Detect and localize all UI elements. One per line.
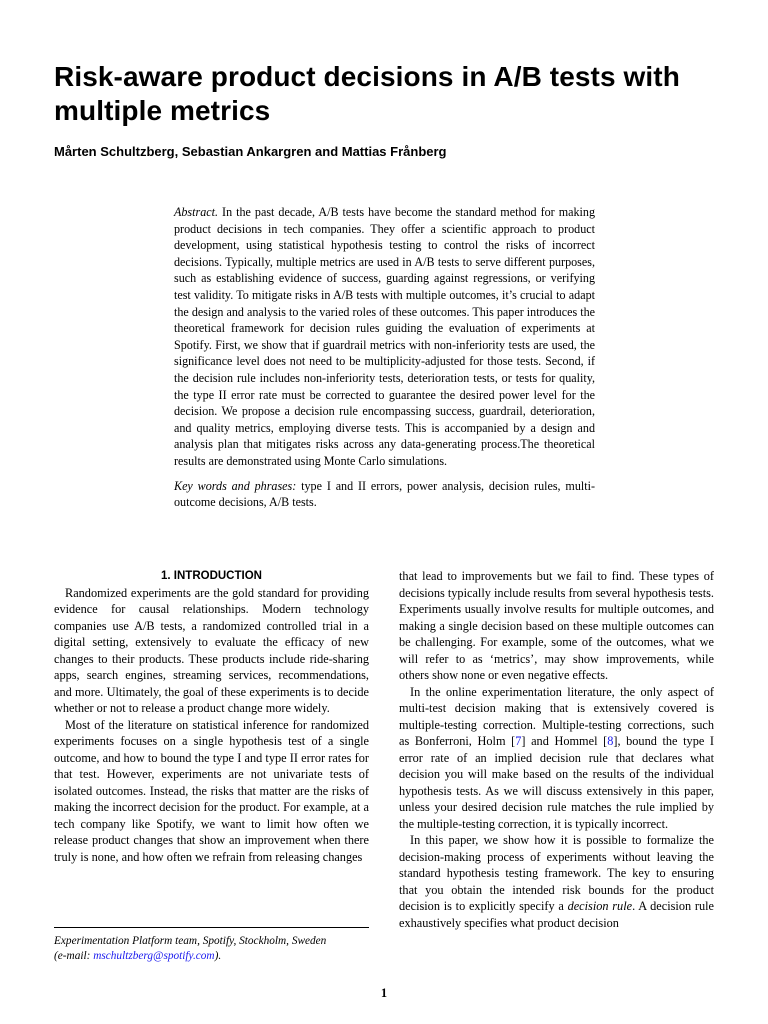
abstract-text: In the past decade, A/B tests have become the standard method for making product decisions in tech companies. They offer a scientific approach to product development, using statistical hypothesis testing to control the risks of incorrect decisions. Typically, multiple metrics are used in A/B tests to serve different purposes, such as establishing evidence of success, guarding against regressions, or verifying test validity. To mitigate risks in A/B tests with multiple outcomes, it’s crucial to adapt the design and analysis to the varied roles of these outcomes. This paper introduces the theoretical framework for decision rules guiding the evaluation of experiments at Spotify. First, we show that if guardrail metrics with non-inferiority tests are used, the significance level does not need to be multiplicity-adjusted for those tests. Second, if the decision rule includes non-inferiority tests, deterioration tests, or tests for quality, the type II error rate must be corrected to guarantee the desired power level for the decision. We propose a decision rule encompassing success, guardrail, deterioration, and quality metrics, employing diverse tests. This is accompanied by a design and analysis plan that mitigates risks across any data-generating process.The theoretical results are demonstrated using Monte Carlo simulations. [174, 205, 595, 468]
email-link[interactable]: mschultzberg@spotify.com [93, 950, 215, 962]
citation-link-holm[interactable]: 7 [515, 734, 522, 748]
paragraph-text: ] and Hommel [ [521, 734, 608, 748]
footnote [54, 927, 369, 964]
intro-paragraph-1: Randomized experiments are the gold standard for providing evidence for causal relationships. Modern technology companies use A/B tests, a randomized controlled trial in a digital setting, extensively to evaluate the efficacy of new changes to their products. These products include ride-sharing apps, search engines, streaming services, recommendations, and more. Ultimately, the goal of these experiments is to decide whether or not to release a product change more widely. [54, 585, 369, 715]
author-list: Mårten Schultzberg, Sebastian Ankargren and Mattias Frånberg [54, 144, 447, 159]
citation-link-hommel[interactable]: 8 [607, 734, 614, 748]
right-column [399, 568, 714, 931]
keywords-text: type I and II errors, power analysis, decision rules, multi-outcome decisions, A/B tests. [174, 478, 595, 510]
keywords-label: Key words and phrases: [174, 478, 297, 493]
abstract-body [174, 204, 595, 470]
paragraph-text: In this paper, we show how it is possible to formalize the decision-making process of experiments without leaving the standard hypothesis testing framework. The key to ensuring that you obtain the intended risk bounds for the product decision is to explicitly specify a [399, 833, 714, 913]
footnote-email-line [54, 949, 369, 964]
intro-paragraph-3 [399, 684, 714, 833]
footnote-text: ). [214, 950, 222, 962]
left-column [54, 568, 369, 865]
intro-paragraph-2-continued: that lead to improvements but we fail to find. These types of decisions typically include results from several hypothesis tests. Experiments usually involve results for multiple outcomes, and making a single decision based on these multiple outcomes can be challenging. For example, some of the outcomes, what we will refer to as ‘metrics’, may show improvements, while others show none or even negative effects. [399, 569, 714, 682]
keywords-line [174, 478, 595, 511]
intro-paragraph-4 [399, 832, 714, 931]
footnote-affiliation: Experimentation Platform team, Spotify, Stockholm, Sweden [54, 935, 327, 947]
page-number: 1 [380, 986, 388, 1000]
abstract-block [174, 204, 595, 511]
abstract-label: Abstract. [174, 205, 219, 219]
paragraph-text: ], bound the type I error rate of an implied decision rule that declares what decision you will make based on the results of the individual hypothesis tests. As we will discuss extensively in this paper, unless your desired decision rule matches the rule implied by the multiple-testing correction, it is typically incorrect. [399, 734, 715, 831]
paragraph-text: . A decision rule exhaustively specifies what product decision [399, 899, 714, 930]
paper-title: Risk-aware product decisions in A/B tests with multiple metrics [54, 61, 680, 126]
footnote-text: (e-mail: [54, 950, 94, 962]
emphasis-decision-rule: decision rule [567, 899, 633, 913]
section-heading-introduction: 1. INTRODUCTION [161, 570, 262, 582]
intro-paragraph-2: Most of the literature on statistical inference for randomized experiments focuses on a single hypothesis test of a single outcome, and how to bound the type I and type II error rates for that test. However, experiments are not univariate tests of isolated outcomes. Instead, the risks that matter are the risks of making the incorrect decision for the product. For example, at a tech company like Spotify, we want to limit how often we release product changes that show an improvement when there truly is none, and how often we refrain from releasing changes [54, 717, 369, 864]
paragraph-text: In the online experimentation literature, the only aspect of multi-test decision making that is extensively covered is multiple-testing correction. Multiple-testing corrections, such as Bonferroni, Holm [ [399, 684, 714, 748]
